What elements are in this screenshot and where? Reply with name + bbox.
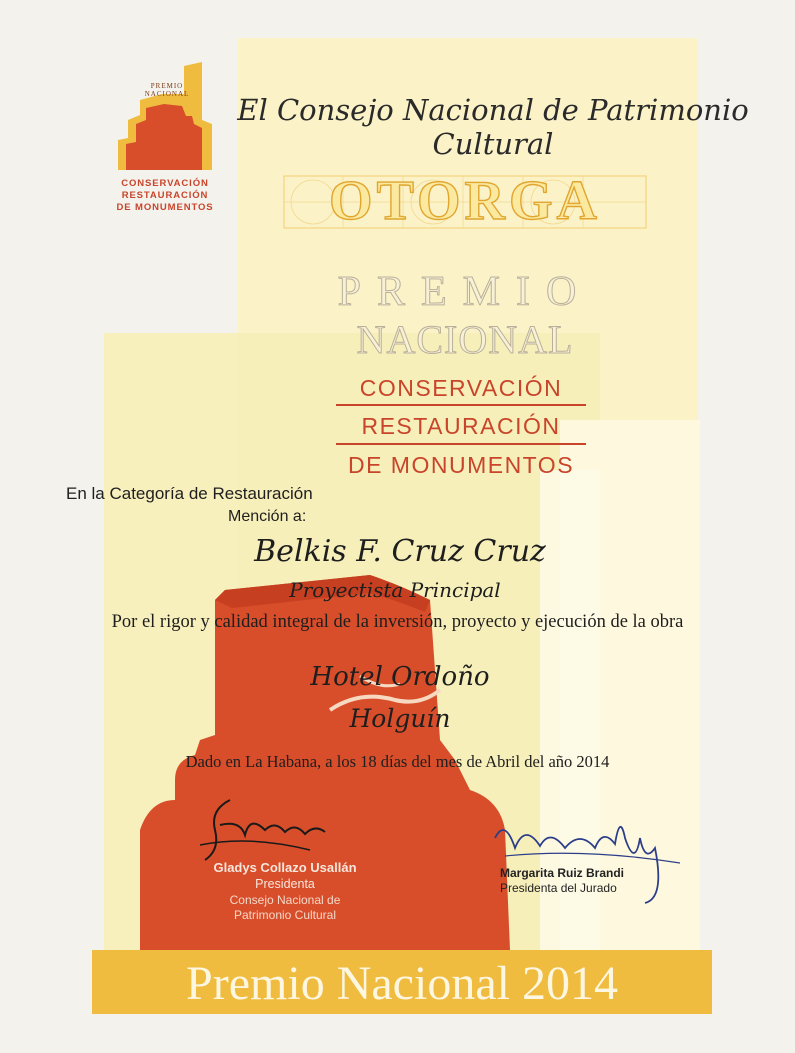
logo-premio-text (134, 82, 200, 98)
work-name: Hotel Ordoño (310, 662, 490, 692)
footer-title: Premio Nacional 2014 (186, 957, 618, 1010)
award-reason: Por el rigor y calidad integral de la inversión, proyecto y ejecución de la obra (111, 612, 684, 632)
recipient-role: Proyectista Principal (289, 578, 501, 602)
logo-line-restauracion: RESTAURACIÓN (121, 190, 209, 201)
award-divider (336, 443, 586, 445)
signer-left-org-line: Consejo Nacional de (229, 893, 341, 907)
award-line-restauracion: RESTAURACIÓN (361, 413, 561, 439)
logo-line-monumentos: DE MONUMENTOS (116, 202, 214, 213)
logo-caption (110, 178, 220, 214)
award-line-monumentos: DE MONUMENTOS (347, 452, 575, 478)
logo-nacional-line: NACIONAL (144, 90, 190, 98)
signer-left-org-line: Patrimonio Cultural (233, 908, 337, 922)
signer-right-name: Margarita Ruiz Brandi (500, 866, 625, 880)
award-nacional: NACIONAL (356, 317, 574, 362)
otorga-heading: OTORGA (329, 170, 601, 232)
recipient-name: Belkis F. Cruz Cruz (254, 534, 546, 569)
signer-left-title: Presidenta (255, 877, 315, 891)
award-line-conservacion: CONSERVACIÓN (359, 375, 563, 401)
logo-premio-line: PREMIO (150, 82, 184, 90)
issuer-title: El Consejo Nacional de Patrimonio Cultural (237, 93, 749, 161)
award-premio: PREMIO (337, 269, 593, 315)
signature-left-icon (190, 790, 340, 870)
work-city: Holguín (349, 704, 451, 733)
award-divider (336, 404, 586, 406)
mention-label: Mención a: (228, 508, 307, 525)
signer-left-name: Gladys Collazo Usallán (213, 860, 357, 875)
category-text: En la Categoría de Restauración (66, 484, 313, 503)
signer-left-org (170, 893, 400, 923)
logo-line-conservacion: CONSERVACIÓN (121, 178, 209, 189)
signer-right-title: Presidenta del Jurado (500, 881, 617, 895)
date-line: Dado en La Habana, a los 18 días del mes de Abril del año 2014 (185, 752, 610, 771)
